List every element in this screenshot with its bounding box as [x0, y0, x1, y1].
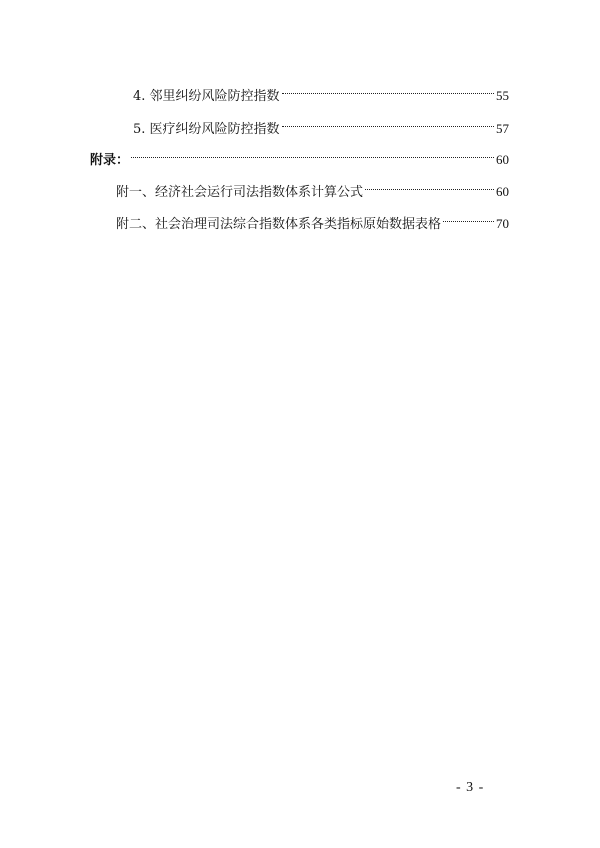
- toc-entry-medical-dispute[interactable]: [133, 111, 509, 137]
- toc-entry-page: 57: [496, 121, 509, 136]
- page-number: - 3 -: [456, 780, 485, 795]
- toc-leader-dots: [365, 174, 494, 196]
- toc-entry-label: 附一、经济社会运行司法指数体系计算公式: [116, 185, 364, 200]
- toc-leader-dots: [282, 111, 494, 133]
- toc-entry-page: 55: [496, 88, 509, 103]
- toc-entry-neighborhood-dispute[interactable]: [133, 78, 509, 104]
- toc-entry-appendix[interactable]: [90, 142, 509, 168]
- toc-entry-page: 60: [496, 152, 509, 167]
- toc-entry-label: 4. 邻里纠纷风险防控指数: [133, 89, 280, 104]
- toc-entry-label: 5. 医疗纠纷风险防控指数: [133, 122, 280, 137]
- toc-entry-appendix-two[interactable]: [116, 206, 509, 232]
- toc-entry-page: 70: [496, 216, 509, 231]
- toc-entry-appendix-one[interactable]: [116, 174, 509, 200]
- toc-leader-dots: [443, 206, 494, 228]
- toc-entry-label: 附录：: [90, 153, 130, 168]
- toc-leader-dots: [282, 78, 494, 100]
- toc-entry-label: 附二、社会治理司法综合指数体系各类指标原始数据表格: [116, 217, 442, 232]
- toc-leader-dots: [131, 142, 494, 164]
- toc-entry-page: 60: [496, 184, 509, 199]
